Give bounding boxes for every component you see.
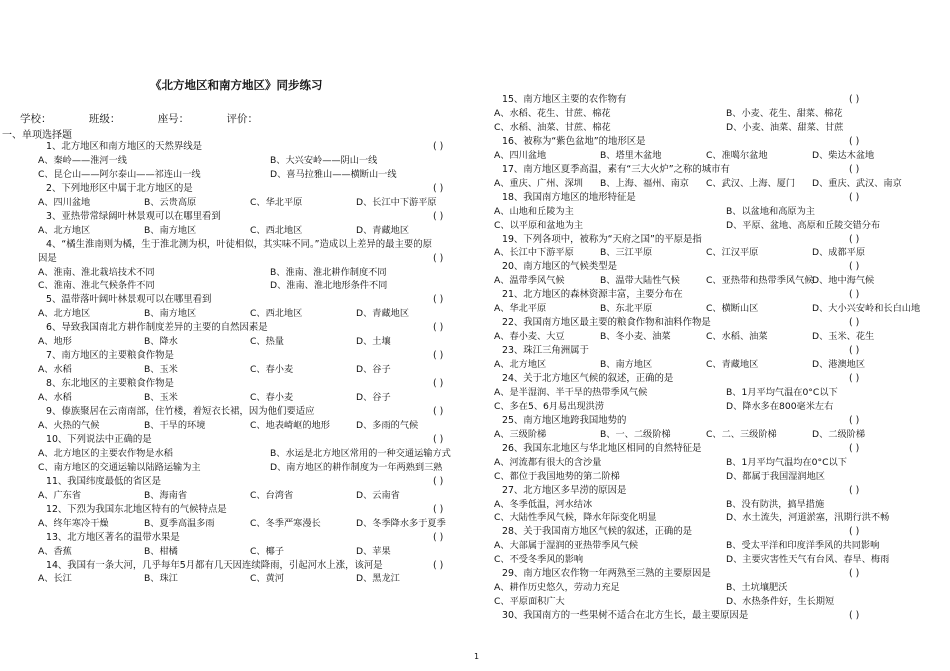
option-D[interactable]: D、小麦、油菜、甜菜、甘蔗 xyxy=(726,121,844,133)
answer-blank[interactable]: ( ) xyxy=(433,350,444,362)
option-C[interactable]: C、春小麦 xyxy=(250,364,294,376)
option-B[interactable]: B、一、二级阶梯 xyxy=(600,428,671,440)
option-C[interactable]: C、昆仑山——阿尔泰山——祁连山一线 xyxy=(38,168,201,180)
answer-blank[interactable]: ( ) xyxy=(849,163,860,175)
option-B[interactable]: B、海南省 xyxy=(144,489,188,501)
option-A[interactable]: A、北方地区的主要农作物是水稻 xyxy=(38,447,173,459)
option-C[interactable]: C、南方地区的交通运输以陆路运输为主 xyxy=(38,461,201,473)
option-D[interactable]: D、地中海气候 xyxy=(812,275,875,287)
question-stem: 因是 xyxy=(38,252,57,264)
option-D[interactable]: D、谷子 xyxy=(356,392,391,404)
class-label: 班级： xyxy=(88,113,121,125)
option-B[interactable]: B、南方地区 xyxy=(144,224,197,236)
answer-blank[interactable]: ( ) xyxy=(433,559,444,571)
option-A[interactable]: A、火热的气候 xyxy=(38,419,100,431)
answer-blank[interactable]: ( ) xyxy=(433,503,444,515)
option-B[interactable]: B、没有防洪，搞旱措施 xyxy=(726,498,825,510)
option-B[interactable]: B、上海、福州、南京 xyxy=(600,177,689,189)
question-stem: 30、我国南方的一些果树不适合在北方生长，最主要原因是 xyxy=(502,610,749,622)
option-C[interactable]: C、不受冬季风的影响 xyxy=(494,554,584,566)
option-C[interactable]: C、冬季严寒漫长 xyxy=(250,517,321,529)
question-stem: 23、珠江三角洲属于 xyxy=(502,345,589,357)
option-A[interactable]: A、四川盆地 xyxy=(38,196,91,208)
option-C[interactable]: C、西北地区 xyxy=(250,224,303,236)
option-D[interactable]: D、青藏地区 xyxy=(356,224,410,236)
question-stem: 2、下列地形区中属于北方地区的是 xyxy=(46,182,193,194)
question-stem: 10、下列说法中正确的是 xyxy=(46,433,152,445)
question-stem: 15、南方地区主要的农作物有 xyxy=(502,94,627,105)
question-stem: 19、下列各项中，被称为“天府之国”的平原是指 xyxy=(502,233,702,245)
option-C[interactable]: C、江汉平原 xyxy=(706,247,759,259)
option-A[interactable]: A、淮南、淮北栽培技术不同 xyxy=(38,266,155,278)
option-C[interactable]: C、多在5、6月易出现洪涝 xyxy=(494,400,604,412)
option-A[interactable]: A、是半湿润、半干旱的热带季风气候 xyxy=(494,386,648,398)
answer-blank[interactable]: ( ) xyxy=(849,289,860,301)
answer-blank[interactable]: ( ) xyxy=(849,526,860,538)
option-D[interactable]: D、冬季降水多于夏季 xyxy=(356,517,446,529)
question-stem: 18、我国南方地区的地形特征是 xyxy=(502,191,636,203)
option-B[interactable]: B、土坑壤肥沃 xyxy=(726,582,788,594)
option-C[interactable]: C、水稻、油菜、甘蔗、棉花 xyxy=(494,121,611,133)
option-A[interactable]: A、地形 xyxy=(38,336,72,348)
option-B[interactable]: B、南方地区 xyxy=(144,308,197,320)
option-A[interactable]: A、温带季风气候 xyxy=(494,275,565,287)
question-stem: 6、导致我国南北方耕作制度差异的主要的自然因素是 xyxy=(46,322,268,334)
answer-blank[interactable]: ( ) xyxy=(433,252,444,264)
option-B[interactable]: B、受太平洋和印度洋季风的共同影响 xyxy=(726,540,880,552)
option-A[interactable]: A、水稻、花生、甘蔗、棉花 xyxy=(494,107,611,119)
option-C[interactable]: C、亚热带和热带季风气候 xyxy=(706,275,814,287)
option-C[interactable]: C、淮南、淮北气候条件不同 xyxy=(38,280,155,292)
option-B[interactable]: B、大兴安岭——阴山一线 xyxy=(270,154,378,166)
page-number: 1 xyxy=(474,652,480,661)
question-stem: 29、南方地区农作物一年两熟至三熟的主要原因是 xyxy=(502,568,711,580)
option-A[interactable]: A、长江中下游平原 xyxy=(494,247,574,259)
question-stem: 22、我国南方地区最主要的粮食作物和油料作物是 xyxy=(502,317,711,329)
answer-blank[interactable]: ( ) xyxy=(849,233,860,245)
option-C[interactable]: C、春小麦 xyxy=(250,392,294,404)
option-D[interactable]: D、黑龙江 xyxy=(356,573,400,585)
option-B[interactable]: B、水运是北方地区常用的一种交通运输方式 xyxy=(270,447,451,459)
option-D[interactable]: D、苹果 xyxy=(356,545,391,557)
option-A[interactable]: A、重庆、广州、深圳 xyxy=(494,177,583,189)
answer-blank[interactable]: ( ) xyxy=(433,210,444,222)
question-stem: 16、被称为“紫色盆地”的地形区是 xyxy=(502,135,646,147)
question-stem: 24、关于北方地区气候的叙述，正确的是 xyxy=(502,373,674,384)
option-A[interactable]: A、大部属于湿润的亚热带季风气候 xyxy=(494,540,639,552)
option-D[interactable]: D、主要灾害性天气有台风、春旱、梅雨 xyxy=(726,554,890,566)
option-B[interactable]: B、珠江 xyxy=(144,573,178,585)
option-A[interactable]: A、冬季低温，河水结冰 xyxy=(494,498,593,510)
option-C[interactable]: C、准噶尔盆地 xyxy=(706,149,768,161)
option-C[interactable]: C、横断山区 xyxy=(706,303,759,315)
option-A[interactable]: A、春小麦、大豆 xyxy=(494,331,565,343)
option-A[interactable]: A、终年寒冷干燥 xyxy=(38,517,109,529)
option-C[interactable]: C、二、三级阶梯 xyxy=(706,428,777,440)
answer-blank[interactable]: ( ) xyxy=(849,373,860,384)
option-D[interactable]: D、喜马拉雅山——横断山一线 xyxy=(270,168,397,180)
option-C[interactable]: C、青藏地区 xyxy=(706,359,759,371)
option-D[interactable]: D、南方地区的耕作制度为一年两熟到三熟 xyxy=(270,461,443,473)
option-A[interactable]: A、长江 xyxy=(38,573,72,585)
answer-blank[interactable]: ( ) xyxy=(433,531,444,543)
question-stem: 5、温带落叶阔叶林景观可以在哪里看到 xyxy=(46,294,212,306)
option-B[interactable]: B、东北平原 xyxy=(600,303,653,315)
answer-blank[interactable]: ( ) xyxy=(849,568,860,580)
option-D[interactable]: D、水热条件好，生长期短 xyxy=(726,596,835,608)
option-A[interactable]: A、四川盆地 xyxy=(494,149,547,161)
student-info xyxy=(20,111,292,126)
question-stem: 13、北方地区著名的温带水果是 xyxy=(46,531,180,543)
answer-blank[interactable]: ( ) xyxy=(433,378,444,390)
option-D[interactable]: D、柴达木盆地 xyxy=(812,149,875,161)
option-C[interactable]: C、大陆性季风气候，降水年际变化明显 xyxy=(494,512,657,524)
option-B[interactable]: B、南方地区 xyxy=(600,359,653,371)
option-C[interactable]: C、台湾省 xyxy=(250,489,294,501)
option-A[interactable]: A、河流都有很大的含沙量 xyxy=(494,456,602,468)
option-D[interactable]: D、港澳地区 xyxy=(812,359,866,371)
question-stem: 21、北方地区的森林资源丰富，主要分布在 xyxy=(502,289,683,301)
option-A[interactable]: A、北方地区 xyxy=(38,308,91,320)
option-D[interactable]: D、长江中下游平原 xyxy=(356,196,437,208)
option-D[interactable]: D、水土流失，河道淤塞，汛期行洪不畅 xyxy=(726,512,890,524)
option-C[interactable]: C、武汉、上海、厦门 xyxy=(706,177,796,189)
option-B[interactable]: B、温带大陆性气候 xyxy=(600,275,680,287)
option-A[interactable]: A、耕作历史悠久，劳动力充足 xyxy=(494,582,620,594)
option-B[interactable]: B、塔里木盆地 xyxy=(600,149,662,161)
answer-blank[interactable]: ( ) xyxy=(433,141,444,152)
option-C[interactable]: C、以平原和盆地为主 xyxy=(494,219,584,231)
page-title: 《北方地区和南方地区》同步练习 xyxy=(150,78,323,92)
option-B[interactable]: B、冬小麦、油菜 xyxy=(600,331,671,343)
option-C[interactable]: C、黄河 xyxy=(250,573,284,585)
option-D[interactable]: D、土壤 xyxy=(356,336,391,348)
option-D[interactable]: D、青藏地区 xyxy=(356,308,410,320)
option-B[interactable]: B、玉米 xyxy=(144,392,178,404)
answer-blank[interactable]: ( ) xyxy=(849,484,860,496)
option-C[interactable]: C、热量 xyxy=(250,336,284,348)
option-A[interactable]: A、水稻 xyxy=(38,392,72,404)
option-A[interactable]: A、北方地区 xyxy=(494,359,547,371)
option-A[interactable]: A、华北平原 xyxy=(494,303,547,315)
option-B[interactable]: B、干旱的环境 xyxy=(144,419,206,431)
option-A[interactable]: A、秦岭——淮河一线 xyxy=(38,154,127,166)
option-D[interactable]: D、玉米、花生 xyxy=(812,331,875,343)
question-stem: 20、南方地区的气候类型是 xyxy=(502,261,618,273)
answer-blank[interactable]: ( ) xyxy=(433,433,444,445)
option-A[interactable]: A、水稻 xyxy=(38,364,72,376)
question-stem: 7、南方地区的主要粮食作物是 xyxy=(46,350,174,362)
option-B[interactable]: B、1月平均气温均在0°C以下 xyxy=(726,456,847,468)
seat-label: 座号： xyxy=(157,113,190,125)
option-D[interactable]: D、平原、盆地、高原和丘陵交错分布 xyxy=(726,219,881,231)
answer-blank[interactable]: ( ) xyxy=(849,135,860,147)
option-B[interactable]: B、以盆地和高原为主 xyxy=(726,205,815,217)
option-A[interactable]: A、山地和丘陵为主 xyxy=(494,205,574,217)
school-label: 学校： xyxy=(20,113,52,125)
option-D[interactable]: D、都属于我国湿润地区 xyxy=(726,470,825,482)
answer-blank[interactable]: ( ) xyxy=(433,294,444,306)
option-D[interactable]: D、重庆、武汉、南京 xyxy=(812,177,902,189)
question-stem: 1、北方地区和南方地区的天然界线是 xyxy=(46,141,202,152)
answer-blank[interactable]: ( ) xyxy=(849,261,860,273)
question-stem: 3、亚热带常绿阔叶林景观可以在哪里看到 xyxy=(46,210,221,222)
question-stem: 14、我国有一条大河，几乎每年5月都有几天因连续降雨，引起河水上涨，该河是 xyxy=(46,559,383,571)
answer-blank[interactable]: ( ) xyxy=(849,414,860,426)
answer-blank[interactable]: ( ) xyxy=(433,182,444,194)
answer-blank[interactable]: ( ) xyxy=(849,610,860,622)
option-A[interactable]: A、三级阶梯 xyxy=(494,428,547,440)
option-C[interactable]: C、平原面积广大 xyxy=(494,596,565,608)
option-A[interactable]: A、北方地区 xyxy=(38,224,91,236)
option-B[interactable]: B、三江平原 xyxy=(600,247,653,259)
question-stem: 11、我国纬度最低的省区是 xyxy=(46,475,162,487)
question-stem: 9、傣族聚居在云南南部，住竹楼，着短衣长裙，因为他们要适应 xyxy=(46,406,315,418)
option-D[interactable]: D、成都平原 xyxy=(812,247,866,259)
question-stem: 8、东北地区的主要粮食作物是 xyxy=(46,378,174,390)
option-A[interactable]: A、广东省 xyxy=(38,489,82,501)
question-stem: 17、南方地区夏季高温，素有“三大火炉”之称的城市有 xyxy=(502,163,730,175)
option-D[interactable]: D、多雨的气候 xyxy=(356,419,419,431)
option-B[interactable]: B、云贵高原 xyxy=(144,196,197,208)
option-D[interactable]: D、淮南、淮北地形条件不同 xyxy=(270,280,388,292)
answer-blank[interactable]: ( ) xyxy=(433,322,444,334)
option-B[interactable]: B、淮南、淮北耕作制度不同 xyxy=(270,266,387,278)
option-B[interactable]: B、柑橘 xyxy=(144,545,178,557)
answer-blank[interactable]: ( ) xyxy=(433,406,444,418)
question-stem: 27、北方地区多旱涝的原因是 xyxy=(502,484,627,496)
option-B[interactable]: B、1月平均气温在0°C以下 xyxy=(726,386,838,398)
option-D[interactable]: D、大小兴安岭和长白山地 xyxy=(812,303,921,315)
option-B[interactable]: B、降水 xyxy=(144,336,178,348)
question-stem: 4、“橘生淮南则为橘，生于淮北测为枳，叶徒相似，其实味不同。”造成以上差异的最主要的原 xyxy=(46,238,432,250)
answer-blank[interactable]: ( ) xyxy=(849,345,860,357)
option-B[interactable]: B、夏季高温多雨 xyxy=(144,517,215,529)
option-C[interactable]: C、都位于我国地势的第二阶梯 xyxy=(494,470,620,482)
answer-blank[interactable]: ( ) xyxy=(849,317,860,329)
option-C[interactable]: C、西北地区 xyxy=(250,308,303,320)
option-D[interactable]: D、降水多在800毫米左右 xyxy=(726,400,834,412)
option-A[interactable]: A、香蕉 xyxy=(38,545,72,557)
option-D[interactable]: D、谷子 xyxy=(356,364,391,376)
option-C[interactable]: C、椰子 xyxy=(250,545,284,557)
option-C[interactable]: C、华北平原 xyxy=(250,196,303,208)
answer-blank[interactable]: ( ) xyxy=(849,442,860,454)
answer-blank[interactable]: ( ) xyxy=(849,94,860,105)
grade-label: 评价： xyxy=(226,113,259,125)
option-C[interactable]: C、水稻、油菜 xyxy=(706,331,768,343)
option-C[interactable]: C、地表崎岖的地形 xyxy=(250,419,330,431)
question-stem: 28、关于我国南方地区气候的叙述，正确的是 xyxy=(502,526,693,538)
answer-blank[interactable]: ( ) xyxy=(433,475,444,487)
question-stem: 12、下烈为我国东北地区特有的气候特点是 xyxy=(46,503,227,515)
question-stem: 26、我国东北地区与华北地区相同的自然特征是 xyxy=(502,442,702,454)
section-heading: 一、单项选择题 xyxy=(2,130,72,141)
answer-blank[interactable]: ( ) xyxy=(849,191,860,203)
option-B[interactable]: B、玉米 xyxy=(144,364,178,376)
option-D[interactable]: D、云南省 xyxy=(356,489,400,501)
option-B[interactable]: B、小麦、花生、甜菜、棉花 xyxy=(726,107,843,119)
question-stem: 25、南方地区地跨我国地势的 xyxy=(502,414,627,426)
option-D[interactable]: D、二级阶梯 xyxy=(812,428,866,440)
